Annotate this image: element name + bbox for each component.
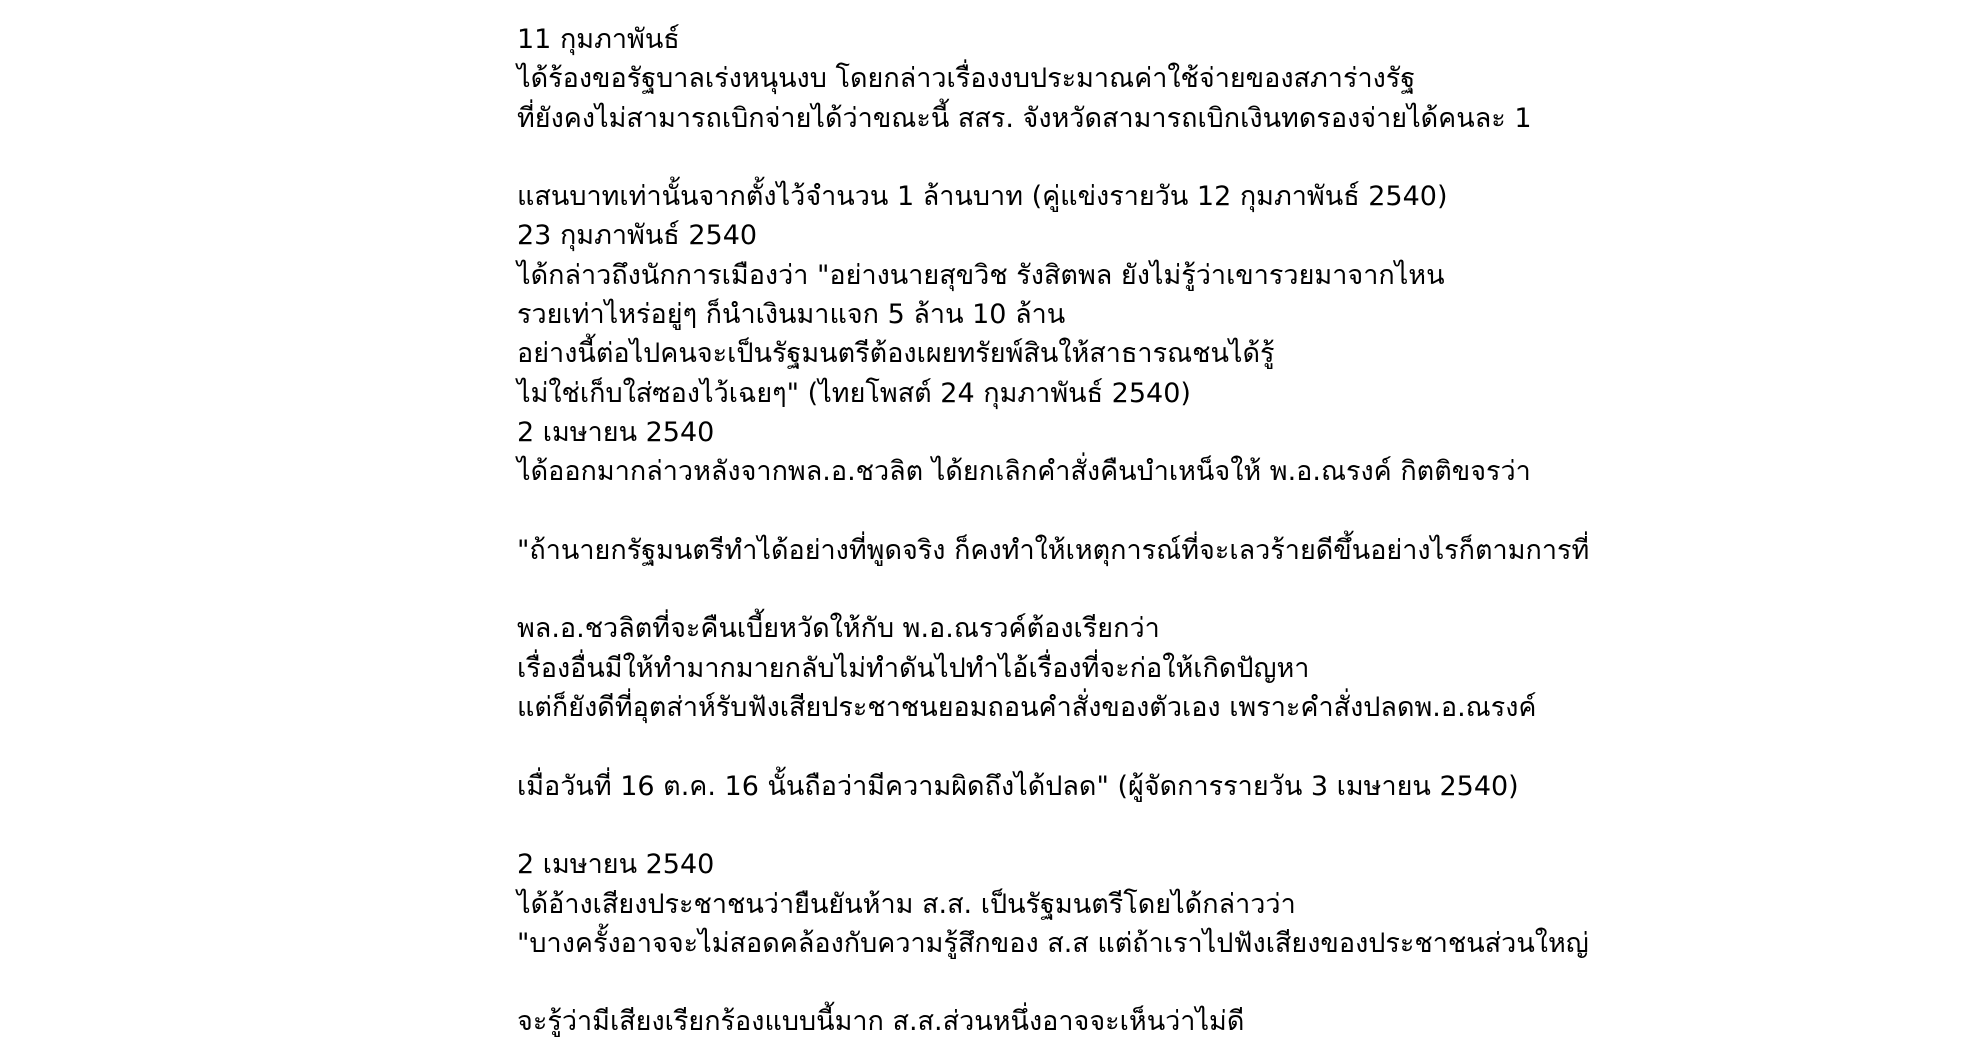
blank-line [517, 963, 1717, 1002]
blank-line [517, 138, 1717, 177]
text-line: ได้ร้องขอรัฐบาลเร่งหนุนงบ โดยกล่าวเรื่องงบประมาณค่าใช้จ่ายของสภาร่างรัฐ [517, 63, 1416, 95]
text-line: ได้ออกมากล่าวหลังจากพล.อ.ชวลิต ได้ยกเลิกคำสั่งคืนบำเหน็จให้ พ.อ.ณรงค์ กิตติขจรว่า [517, 456, 1531, 488]
date-heading: 2 เมษายน 2540 [517, 849, 715, 881]
text-line: เรื่องอื่นมีให้ทำมากมายกลับไม่ทำดันไปทำไอ้เรื่องที่จะก่อให้เกิดปัญหา [517, 652, 1310, 684]
text-line: "ถ้านายกรัฐมนตรีทำได้อย่างที่พูดจริง ก็คงทำให้เหตุการณ์ที่จะเลวร้ายดีขึ้นอย่างไรก็ตามการที่ [517, 534, 1590, 566]
text-line: ได้กล่าวถึงนักการเมืองว่า "อย่างนายสุขวิช รังสิตพล ยังไม่รู้ว่าเขารวยมาจากไหน [517, 259, 1445, 291]
text-line: จะรู้ว่ามีเสียงเรียกร้องแบบนี้มาก ส.ส.ส่วนหนึ่งอาจจะเห็นว่าไม่ดี [517, 1006, 1245, 1038]
blank-line [517, 727, 1717, 766]
date-heading: 23 กุมภาพันธ์ 2540 [517, 220, 758, 252]
text-line: ได้อ้างเสียงประชาชนว่ายืนยันห้าม ส.ส. เป็นรัฐมนตรีโดยได้กล่าวว่า [517, 888, 1296, 920]
blank-line [517, 806, 1717, 845]
text-line: ที่ยังคงไม่สามารถเบิกจ่ายได้ว่าขณะนี้ สสร. จังหวัดสามารถเบิกเงินทดรองจ่ายได้คนละ 1 [517, 102, 1532, 134]
text-line: รวยเท่าไหร่อยู่ๆ ก็นำเงินมาแจก 5 ล้าน 10 ล้าน [517, 299, 1066, 331]
text-line: ไม่ใช่เก็บใส่ซองไว้เฉยๆ" (ไทยโพสต์ 24 กุมภาพันธ์ 2540) [517, 377, 1191, 409]
text-line: "บางครั้งอาจจะไม่สอดคล้องกับความรู้สึกของ ส.ส แต่ถ้าเราไปฟังเสียงของประชาชนส่วนใหญ่ [517, 927, 1589, 959]
blank-line [517, 492, 1717, 531]
date-heading: 2 เมษายน 2540 [517, 416, 715, 448]
text-line: อย่างนี้ต่อไปคนจะเป็นรัฐมนตรีต้องเผยทรัยพ์สินให้สาธารณชนได้รู้ [517, 338, 1275, 370]
text-line: แต่ก็ยังดีที่อุตส่าห์รับฟังเสียประชาชนยอมถอนคำสั่งของตัวเอง เพราะคำสั่งปลดพ.อ.ณรงค์ [517, 692, 1537, 724]
document-body [517, 20, 1717, 1042]
blank-line [517, 570, 1717, 609]
text-line: เมื่อวันที่ 16 ต.ค. 16 นั้นถือว่ามีความผิดถึงได้ปลด" (ผู้จัดการรายวัน 3 เมษายน 2540) [517, 770, 1519, 802]
text-line: 11 กุมภาพันธ์ [517, 24, 680, 55]
text-line: แสนบาทเท่านั้นจากตั้งไว้จำนวน 1 ล้านบาท (คู่แข่งรายวัน 12 กุมภาพันธ์ 2540) [517, 181, 1448, 213]
text-line: พล.อ.ชวลิตที่จะคืนเบี้ยหวัดให้กับ พ.อ.ณรวค์ต้องเรียกว่า [517, 613, 1160, 645]
